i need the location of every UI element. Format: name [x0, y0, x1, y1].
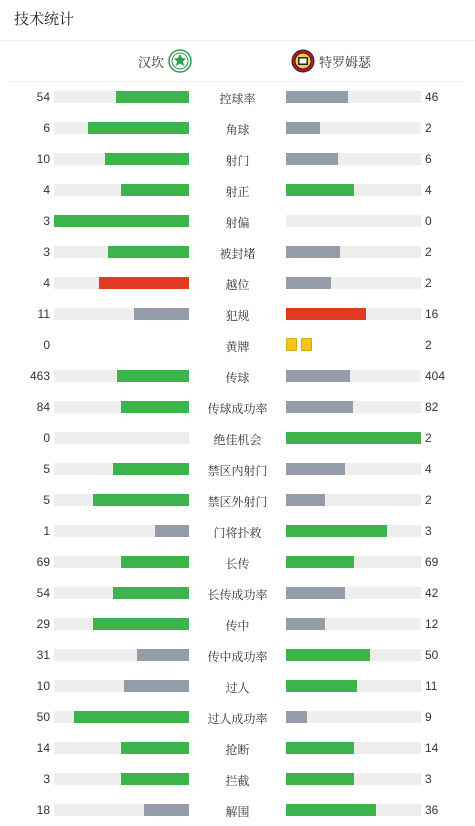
stat-label: 禁区内射门	[207, 464, 268, 478]
stat-row	[0, 391, 475, 422]
home-stat-bar	[93, 618, 189, 630]
stat-label: 过人	[225, 681, 250, 695]
home-stat-bar	[88, 122, 189, 134]
home-stat-bar	[74, 711, 189, 723]
away-stat-bar	[286, 153, 338, 165]
away-yellow-cards	[286, 338, 312, 351]
home-stat-bar	[137, 649, 189, 661]
stat-label: 传球	[225, 371, 250, 385]
away-stat-value: 3	[425, 772, 432, 786]
home-stat-value: 3	[43, 772, 50, 786]
away-stat-bar-track	[286, 153, 421, 165]
home-stat-value: 69	[36, 555, 50, 569]
home-stat-value: 54	[36, 90, 50, 104]
home-stat-value: 54	[36, 586, 50, 600]
home-stat-bar	[116, 91, 189, 103]
stat-row	[0, 143, 475, 174]
away-stat-value: 50	[425, 648, 439, 662]
stat-label: 黄牌	[225, 340, 250, 354]
stat-row	[0, 205, 475, 236]
away-stat-bar	[286, 525, 387, 537]
stat-row	[0, 577, 475, 608]
away-stat-bar-track	[286, 370, 421, 382]
home-stat-bar	[144, 804, 189, 816]
stat-label: 射门	[225, 154, 250, 168]
away-stat-bar	[286, 494, 325, 506]
away-stat-value: 11	[425, 679, 438, 693]
away-stat-bar-track	[286, 649, 421, 661]
page-title: 技术统计	[0, 0, 475, 41]
home-stat-value: 5	[43, 493, 50, 507]
away-stat-value: 36	[425, 803, 439, 817]
home-stat-bar	[155, 525, 189, 537]
stat-label: 控球率	[219, 92, 256, 106]
home-stat-bar	[121, 742, 189, 754]
away-stat-bar-track	[286, 308, 421, 320]
team-header	[10, 41, 465, 82]
home-stat-bar-track	[54, 122, 189, 134]
stat-row	[0, 298, 475, 329]
away-stat-value: 2	[425, 338, 432, 352]
away-stat-bar-track	[286, 525, 421, 537]
stat-row	[0, 422, 475, 453]
home-stat-bar-track	[54, 649, 189, 661]
home-stat-bar	[113, 463, 189, 475]
away-stat-bar-track	[286, 804, 421, 816]
home-stat-bar-track	[54, 153, 189, 165]
home-stat-bar	[124, 680, 189, 692]
away-stat-bar	[286, 401, 353, 413]
stat-label: 越位	[225, 278, 250, 292]
stat-row	[0, 329, 475, 360]
home-stat-bar	[113, 587, 189, 599]
home-stat-bar	[99, 277, 189, 289]
home-stat-value: 3	[43, 245, 50, 259]
stat-label: 解围	[225, 805, 250, 819]
away-stat-value: 46	[425, 90, 439, 104]
stat-label: 抢断	[225, 743, 250, 757]
stat-row	[0, 670, 475, 701]
stats-list	[0, 81, 475, 825]
home-stat-bar	[105, 153, 189, 165]
away-stat-value: 12	[425, 617, 439, 631]
home-stat-bar-track	[54, 742, 189, 754]
home-stat-value: 4	[43, 183, 50, 197]
stat-row	[0, 701, 475, 732]
home-stat-value: 463	[29, 369, 50, 383]
stat-row	[0, 515, 475, 546]
home-stat-value: 84	[36, 400, 50, 414]
home-stat-bar	[121, 556, 189, 568]
home-stat-value: 29	[36, 617, 50, 631]
away-stat-bar-track	[286, 277, 421, 289]
stat-label: 禁区外射门	[207, 495, 268, 509]
stat-label: 犯规	[225, 309, 250, 323]
stat-row	[0, 794, 475, 825]
away-stat-bar	[286, 277, 331, 289]
home-stat-value: 18	[36, 803, 50, 817]
away-stat-bar-track	[286, 463, 421, 475]
away-stat-value: 0	[425, 214, 432, 228]
yellow-card-icon	[286, 338, 297, 351]
home-stat-bar-track	[54, 680, 189, 692]
away-stat-value: 2	[425, 121, 432, 135]
away-stat-bar	[286, 804, 376, 816]
home-stat-bar-track	[54, 370, 189, 382]
stat-row	[0, 732, 475, 763]
away-stat-value: 4	[425, 462, 432, 476]
away-stat-bar	[286, 91, 348, 103]
home-stat-bar	[54, 215, 189, 227]
away-stat-bar	[286, 680, 357, 692]
stat-label: 门将扑救	[213, 526, 262, 540]
away-stat-bar-track	[286, 122, 421, 134]
stat-row	[0, 546, 475, 577]
away-stat-bar-track	[286, 742, 421, 754]
home-stat-bar-track	[54, 463, 189, 475]
home-stat-bar-track	[54, 525, 189, 537]
home-stat-bar-track	[54, 277, 189, 289]
home-stat-value: 10	[36, 152, 50, 166]
stat-row	[0, 763, 475, 794]
home-stat-bar	[117, 370, 189, 382]
home-stat-value: 50	[36, 710, 50, 724]
away-stat-value: 82	[425, 400, 439, 414]
away-stat-value: 2	[425, 431, 432, 445]
home-stat-value: 4	[43, 276, 50, 290]
home-stat-bar-track	[54, 401, 189, 413]
away-stat-value: 2	[425, 493, 432, 507]
away-stat-bar	[286, 463, 345, 475]
stat-label: 绝佳机会	[213, 433, 262, 447]
stat-row	[0, 360, 475, 391]
home-stat-bar	[121, 773, 189, 785]
home-stat-bar-track	[54, 308, 189, 320]
stat-label: 射正	[225, 185, 250, 199]
home-stat-bar-track	[54, 556, 189, 568]
home-stat-bar	[93, 494, 189, 506]
home-team-crest-icon	[168, 49, 192, 73]
away-stat-bar	[286, 370, 350, 382]
home-stat-bar-track	[54, 246, 189, 258]
home-stat-value: 14	[36, 741, 50, 755]
stat-label: 长传成功率	[207, 588, 268, 602]
stat-row	[0, 639, 475, 670]
home-team-name: 汉坎	[137, 54, 164, 70]
stat-label: 角球	[225, 123, 250, 137]
home-stat-bar-track	[54, 773, 189, 785]
away-stat-bar-track	[286, 556, 421, 568]
away-stat-bar	[286, 556, 354, 568]
away-stat-bar	[286, 308, 366, 320]
away-stat-bar-track	[286, 401, 421, 413]
stat-row	[0, 453, 475, 484]
home-stat-bar-track	[54, 804, 189, 816]
home-stat-bar-track	[54, 215, 189, 227]
home-stat-value: 0	[43, 431, 50, 445]
away-stat-bar-track	[286, 184, 421, 196]
home-stat-bar-track	[54, 618, 189, 630]
away-stat-value: 404	[425, 369, 446, 383]
home-stat-value: 31	[36, 648, 50, 662]
away-stat-bar-track	[286, 773, 421, 785]
yellow-card-icon	[301, 338, 312, 351]
stat-row	[0, 484, 475, 515]
home-stat-value: 5	[43, 462, 50, 476]
stat-label: 传中	[225, 619, 250, 633]
away-stat-bar	[286, 122, 320, 134]
home-stat-value: 1	[43, 524, 50, 538]
home-stat-bar	[121, 401, 189, 413]
stat-label: 长传	[225, 557, 250, 571]
away-stat-bar-track	[286, 494, 421, 506]
away-stat-value: 2	[425, 276, 432, 290]
home-stat-value: 10	[36, 679, 50, 693]
away-stat-value: 4	[425, 183, 432, 197]
away-stat-value: 6	[425, 152, 432, 166]
away-stat-value: 69	[425, 555, 439, 569]
away-stat-bar	[286, 711, 307, 723]
stat-label: 拦截	[225, 774, 250, 788]
away-stat-bar-track	[286, 215, 421, 227]
away-stat-bar	[286, 773, 354, 785]
home-stat-bar	[108, 246, 189, 258]
stat-row	[0, 236, 475, 267]
stat-row	[0, 608, 475, 639]
home-stat-bar-track	[54, 711, 189, 723]
home-stat-bar-track	[54, 91, 189, 103]
stat-row	[0, 174, 475, 205]
home-stat-value: 0	[43, 338, 50, 352]
away-stat-bar-track	[286, 680, 421, 692]
away-stat-bar	[286, 432, 421, 444]
stat-label: 传球成功率	[207, 402, 268, 416]
away-stat-bar	[286, 246, 340, 258]
home-stat-bar-track	[54, 432, 189, 444]
home-stat-bar-track	[54, 184, 189, 196]
away-stat-bar-track	[286, 246, 421, 258]
away-stat-bar-track	[286, 432, 421, 444]
home-stat-value: 3	[43, 214, 50, 228]
away-stat-bar-track	[286, 711, 421, 723]
away-stat-bar-track	[286, 91, 421, 103]
away-stat-bar	[286, 618, 325, 630]
away-stat-bar	[286, 649, 370, 661]
home-stat-bar	[134, 308, 189, 320]
away-stat-value: 16	[425, 307, 439, 321]
home-stat-value: 11	[37, 307, 50, 321]
away-stat-value: 9	[425, 710, 432, 724]
home-stat-bar	[121, 184, 189, 196]
away-stat-bar-track	[286, 587, 421, 599]
home-stat-value: 6	[43, 121, 50, 135]
home-stat-bar-track	[54, 494, 189, 506]
away-stat-bar-track	[286, 618, 421, 630]
away-stat-value: 42	[425, 586, 439, 600]
stat-label: 被封堵	[219, 247, 256, 261]
stat-row	[0, 81, 475, 112]
stat-label: 传中成功率	[207, 650, 268, 664]
away-team-name: 特罗姆瑟	[319, 54, 372, 70]
home-team[interactable]	[138, 49, 192, 73]
stat-label: 过人成功率	[207, 712, 268, 726]
away-stat-bar	[286, 742, 354, 754]
away-team[interactable]	[291, 49, 371, 73]
away-stat-value: 14	[425, 741, 439, 755]
away-stat-bar	[286, 184, 354, 196]
away-stat-value: 3	[425, 524, 432, 538]
away-stat-value: 2	[425, 245, 432, 259]
home-stat-bar-track	[54, 587, 189, 599]
away-team-crest-icon	[291, 49, 315, 73]
stat-row	[0, 112, 475, 143]
stat-label: 射偏	[225, 216, 250, 230]
stat-row	[0, 267, 475, 298]
away-stat-bar	[286, 587, 345, 599]
